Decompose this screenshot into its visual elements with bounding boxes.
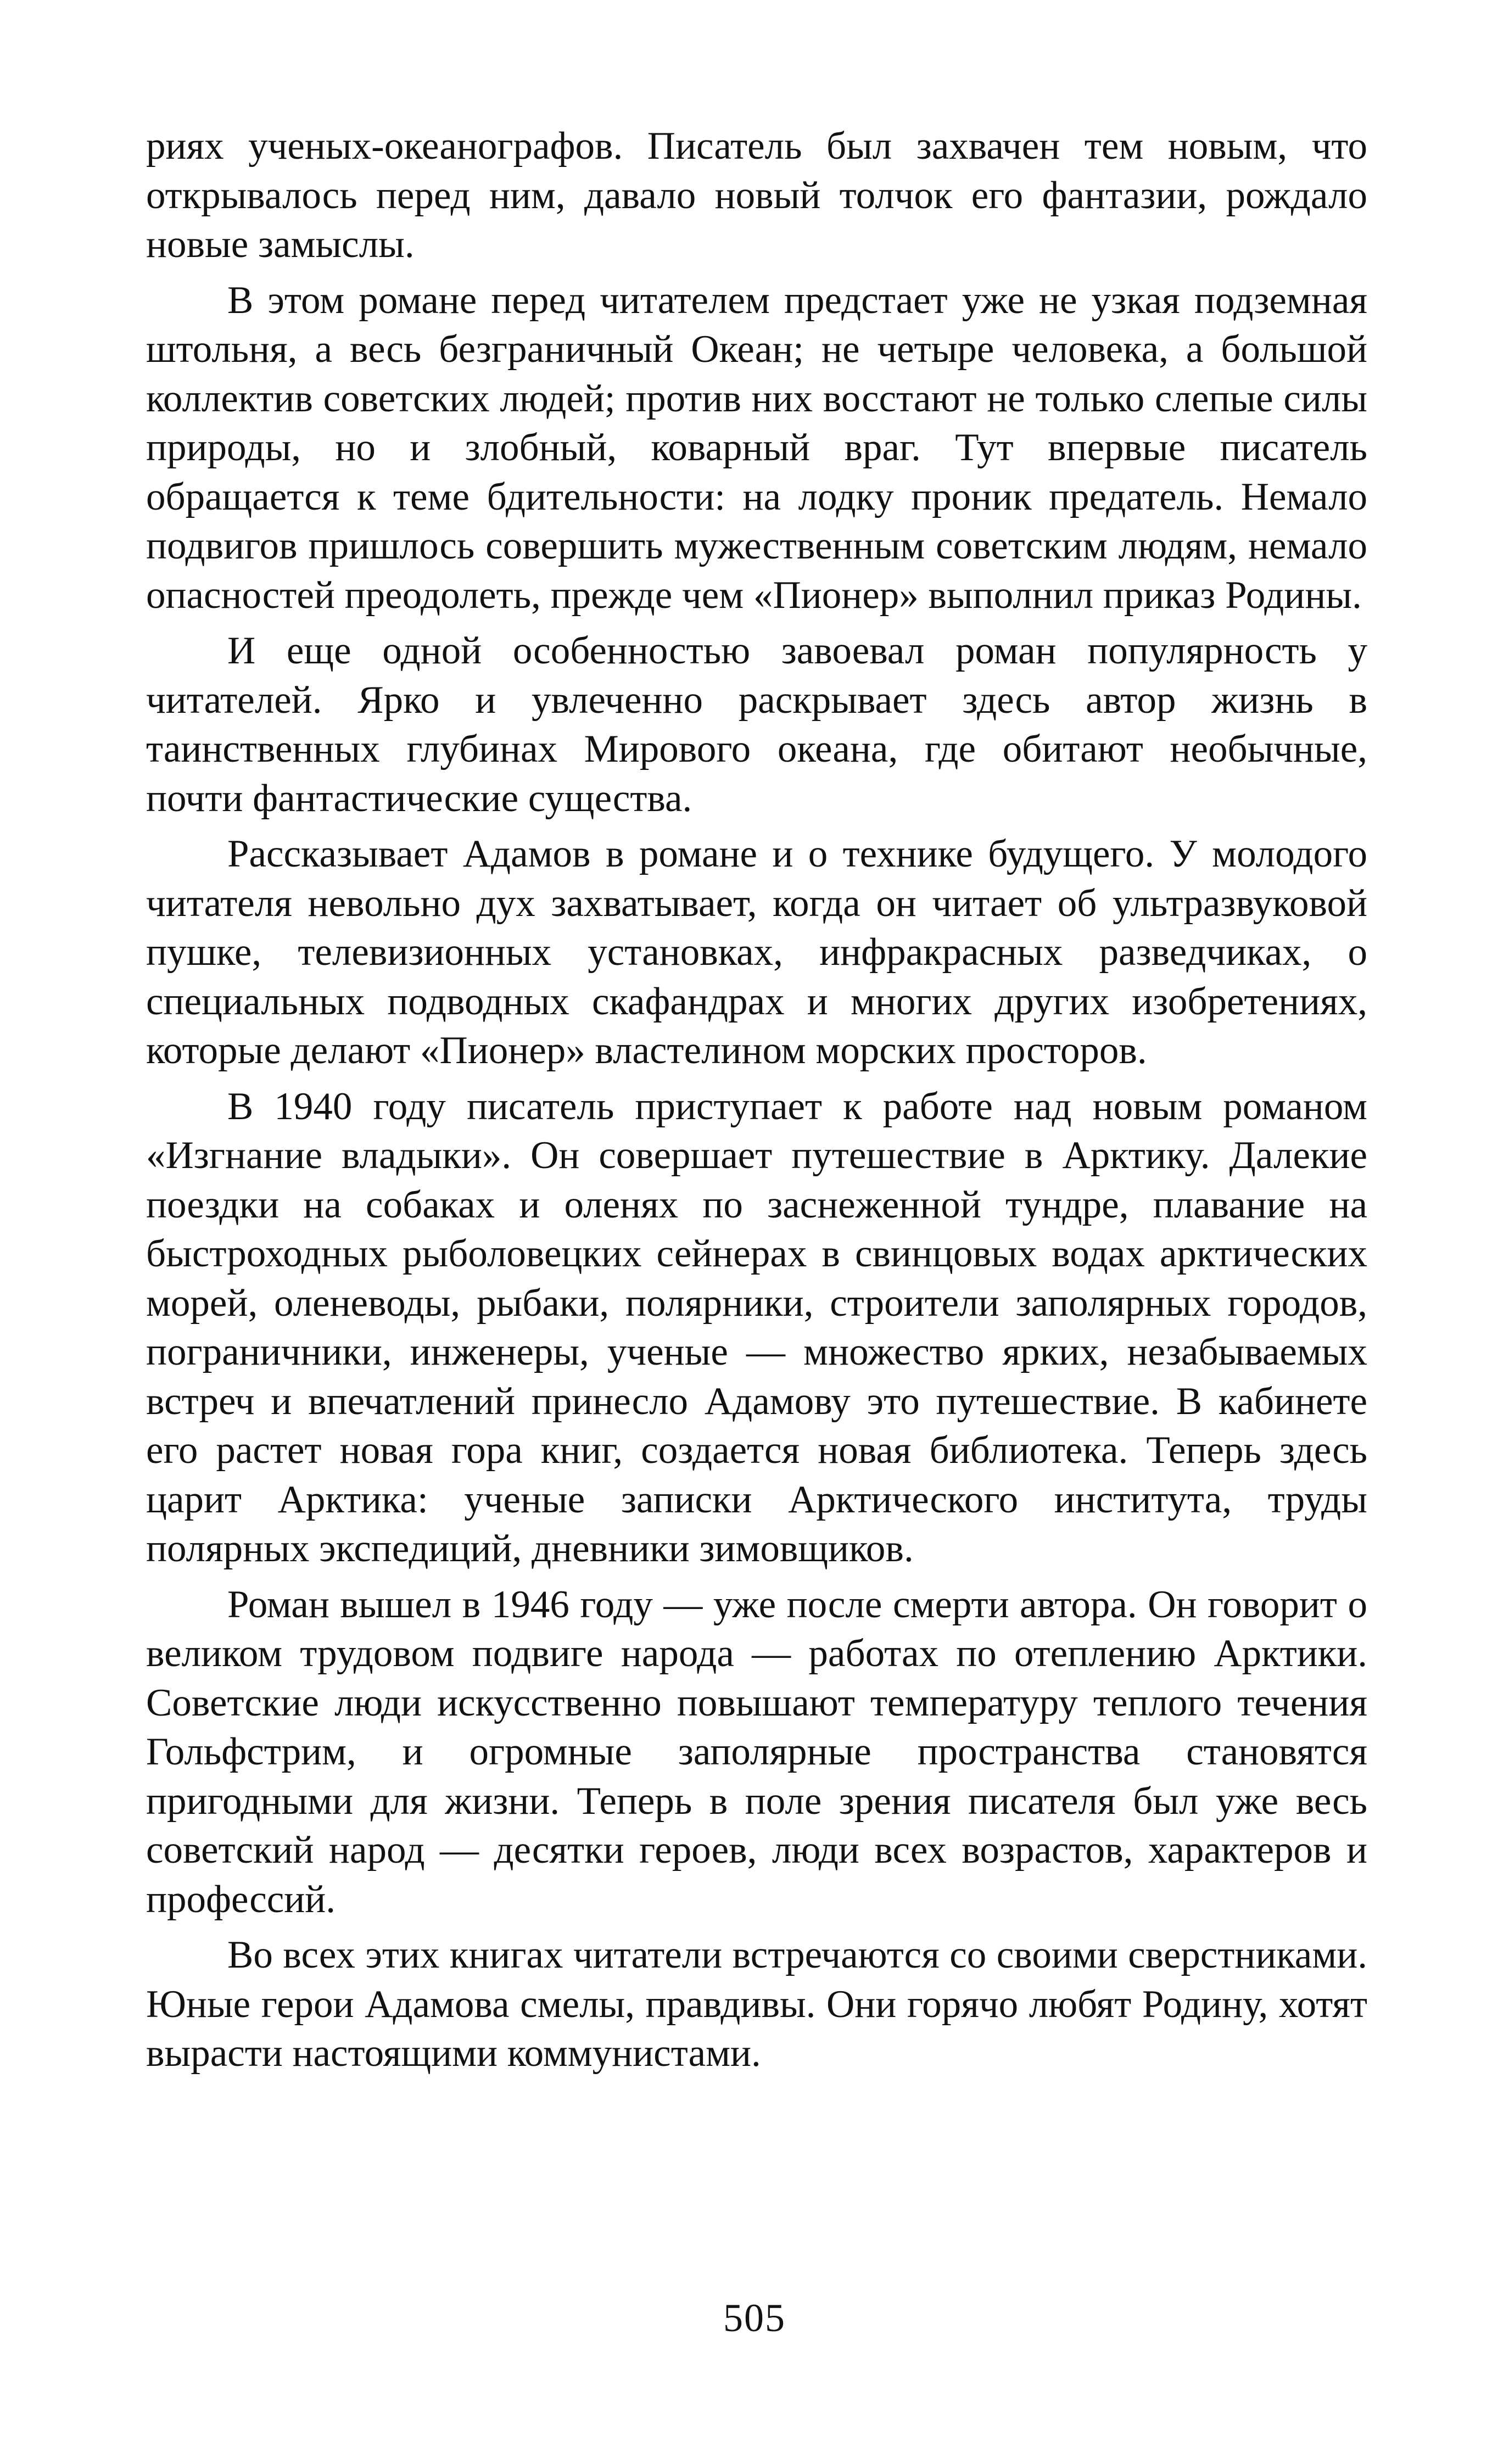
paragraph-3: И еще одной особенностью завоевал роман популярность у читателей. Ярко и увлеченно раскрывает здесь автор жизнь в таинственных глубинах Мирового океана, где обитают необычные, почти фантастические существа. (146, 629, 1367, 820)
page-number: 505 (723, 2296, 786, 2340)
paragraph-7: Во всех этих книгах читатели встречаются со своими сверстниками. Юные герои Адамова смелы, правдивы. Они горячо любят Родину, хотят вырасти настоящими коммунистами. (146, 1934, 1367, 2075)
paragraph-2: В этом романе перед читателем предстает уже не узкая подземная штольня, а весь безграничный Океан; не четыре человека, а большой коллектив советских людей; против них восстают не только слепые силы природы, но и злобный, коварный враг. Тут впервые писатель обращается к теме бдительности: на лодку проник предатель. Немало подвигов пришлось совершить мужественным советским людям, немало опасностей преодолеть, прежде чем «Пионер» выполнил приказ Родины. (146, 278, 1367, 617)
paragraph-6: Роман вышел в 1946 году — уже после смерти автора. Он говорит о великом трудовом подвиге народа — работах по отеплению Арктики. Советские люди искусственно повышают температуру теплого течения Гольфстрим, и огромные заполярные пространства становятся пригодными для жизни. Теперь в поле зрения писателя был уже весь советский народ — десятки героев, люди всех возрастов, характеров и профессий. (146, 1583, 1367, 1921)
paragraph-5: В 1940 году писатель приступает к работе над новым романом «Изгнание владыки». Он совершает путешествие в Арктику. Далекие поездки на собаках и оленях по заснеженной тундре, плавание на быстроходных рыболовецких сейнерах в свинцовых водах арктических морей, оленеводы, рыбаки, полярники, строители заполярных городов, пограничники, инженеры, ученые — множество ярких, незабываемых встреч и впечатлений принесло Адамову это путешествие. В кабинете его растет новая гора книг, создается новая библиотека. Теперь здесь царит Арктика: ученые записки Арктического института, труды полярных экспедиций, дневники зимовщиков. (146, 1085, 1367, 1570)
body-text (146, 122, 1367, 2079)
paragraph-1: риях ученых-океанографов. Писатель был захвачен тем новым, что открывалось перед ним, давало новый толчок его фантазии, рождало новые замыслы. (146, 125, 1367, 266)
paragraph-4: Рассказывает Адамов в романе и о технике будущего. У молодого читателя невольно дух захватывает, когда он читает об ультразвуковой пушке, телевизионных установках, инфракрасных разведчиках, о специальных подводных скафандрах и многих других изобретениях, которые делают «Пионер» властелином морских просторов. (146, 832, 1367, 1072)
